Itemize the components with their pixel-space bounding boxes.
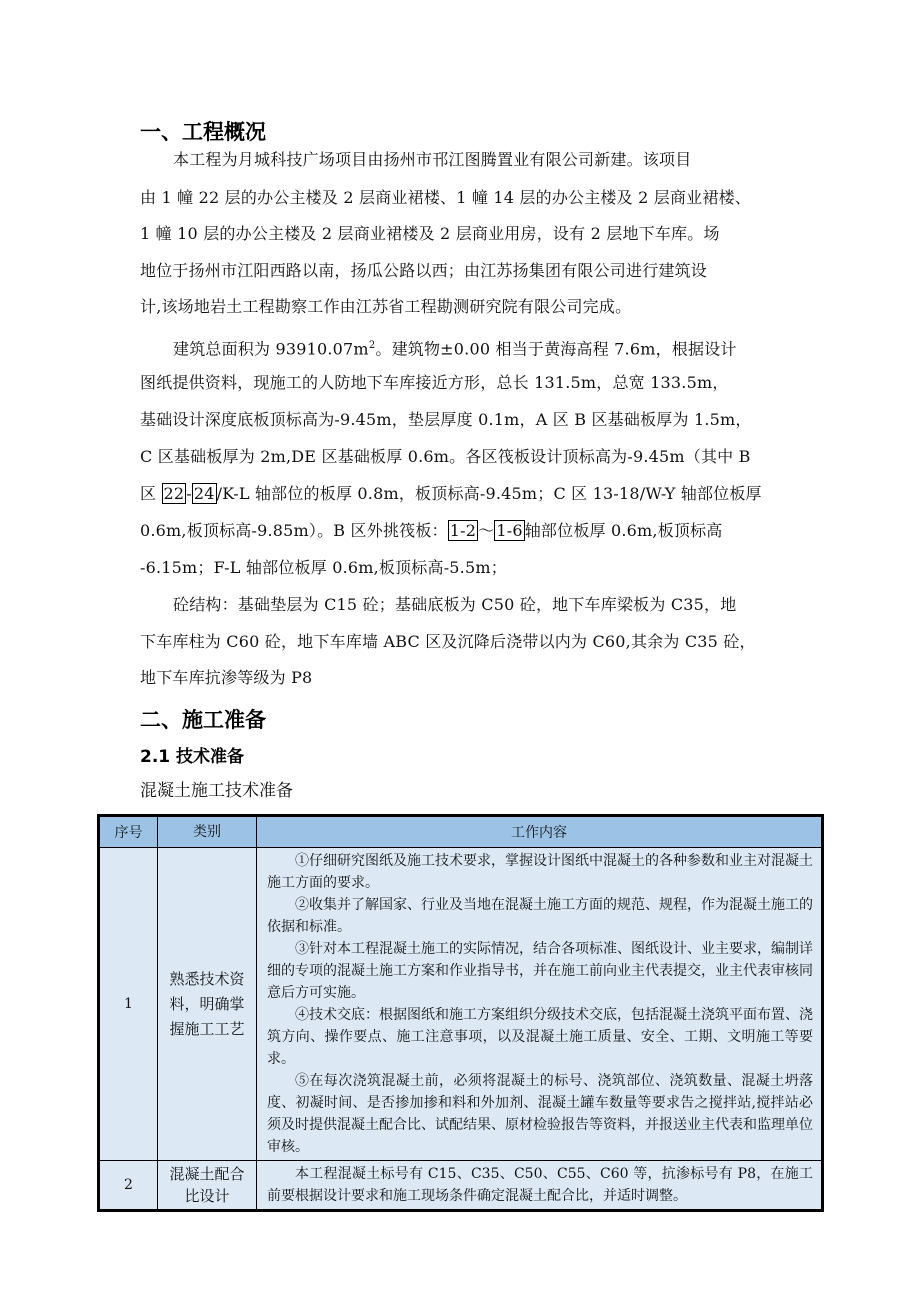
subsection-heading-tech: 2.1 技术准备 — [140, 747, 245, 767]
overview-para3-line3: 地下车库抗渗等级为 P8 — [140, 668, 313, 687]
table-row — [99, 848, 823, 1161]
content-item: 本工程混凝土标号有 C15、C35、C50、C55、C60 等，抗渗标号有 P8，在施工前要根据设计要求和施工现场条件确定混凝土配合比，并适时调整。 — [267, 1166, 813, 1204]
header-content: 工作内容 — [257, 816, 823, 848]
axis-box-1-6: 1-6 — [496, 521, 523, 540]
axis-box-24: 24 — [193, 484, 215, 503]
outer-raft-text: 0.6m,板顶标高-9.85m）。B 区外挑筏板： — [140, 521, 448, 540]
content-item: ④技术交底：根据图纸和施工方案组织分级技术交底，包括混凝土浇筑平面布置、浇筑方向、操作要点、施工注意事项，以及混凝土施工质量、安全、工期、文明施工等要求。 — [267, 1007, 813, 1067]
overview-para1-line2: 由 1 幢 22 层的办公主楼及 2 层商业裙楼、1 幢 14 层的办公主楼及 2 层商业裙楼、 — [140, 188, 751, 207]
row-category: 熟悉技术资料，明确掌握施工工艺 — [158, 848, 257, 1161]
overview-para3-line1: 砼结构：基础垫层为 C15 砼；基础底板为 C50 砼，地下车库梁板为 C35，地 — [173, 595, 737, 614]
header-index: 序号 — [99, 816, 158, 848]
row-category: 混凝土配合比设计 — [158, 1161, 257, 1211]
overview-para2-line1 — [173, 334, 785, 358]
axis-dash: - — [186, 484, 192, 503]
content-item: ②收集并了解国家、行业及当地在混凝土施工方面的规范、规程，作为混凝土施工的依据和标准。 — [267, 897, 813, 935]
overview-para1-line4: 地位于扬州市江阳西路以南，扬瓜公路以西；由江苏扬集团有限公司进行建筑设 — [140, 261, 708, 280]
row-index: 2 — [99, 1161, 158, 1211]
overview-para2-line6 — [140, 519, 785, 543]
header-category: 类别 — [158, 816, 257, 848]
area-unit-sup: 2 — [368, 340, 376, 351]
zone-label: 区 — [140, 484, 162, 503]
overview-para2-line7: -6.15m；F-L 轴部位板厚 0.6m,板顶标高-5.5m； — [140, 558, 507, 577]
content-item: ⑤在每次浇筑混凝土前，必须将混凝土的标号、浇筑部位、浇筑数量、混凝土坍落度、初凝时间、是否掺加掺和料和外加剂、混凝土罐车数量等要求告之搅拌站,搅拌站必须及时提供混凝土配合比、试配结果、原材检验报告等资料，并报送业主代表和监理单位审核。 — [267, 1073, 813, 1155]
overview-para1-line3: 1 幢 10 层的办公主楼及 2 层商业裙楼及 2 层商业用房，设有 2 层地下车库。场 — [140, 224, 720, 243]
elevation-text: 。建筑物±0.00 相当于黄海高程 7.6m，根据设计 — [375, 339, 737, 359]
content-item: ③针对本工程混凝土施工的实际情况，结合各项标准、图纸设计、业主要求，编制详细的专项的混凝土施工方案和作业指导书，并在施工前向业主代表提交，业主代表审核同意后方可实施。 — [267, 941, 813, 1001]
overview-para2-line5 — [140, 482, 785, 506]
outer-raft-detail: 轴部位板厚 0.6m,板顶标高 — [524, 521, 723, 540]
overview-para1-line5: 计,该场地岩土工程勘察工作由江苏省工程勘测研究院有限公司完成。 — [140, 297, 632, 316]
section-heading-preparation: 二、施工准备 — [140, 708, 266, 732]
tech-prep-table — [97, 814, 824, 1212]
overview-para1-line1: 本工程为月城科技广场项目由扬州市邗江图腾置业有限公司新建。该项目 — [173, 150, 692, 169]
table-header-row — [99, 816, 823, 848]
axis-detail-text: /K-L 轴部位的板厚 0.8m，板顶标高-9.45m；C 区 13-18/W-Y 轴部位板厚 — [216, 484, 762, 503]
overview-para2-line4: C 区基础板厚为 2m,DE 区基础板厚 0.6m。各区筏板设计顶标高为-9.45m（其中 B — [140, 447, 751, 466]
overview-para2-line2: 图纸提供资料，现施工的人防地下车库接近方形，总长 131.5m，总宽 133.5m， — [140, 373, 729, 392]
row-content — [257, 1161, 823, 1211]
overview-para2-line3: 基础设计深度底板顶标高为-9.45m，垫层厚度 0.1m，A 区 B 区基础板厚为 1.5m， — [140, 410, 752, 429]
table-row — [99, 1161, 823, 1211]
axis-box-1-2: 1-2 — [449, 521, 477, 540]
axis-box-22: 22 — [163, 484, 185, 503]
row-index: 1 — [99, 848, 158, 1161]
axis-tilde: ～ — [478, 521, 495, 540]
area-text: 建筑总面积为 93910.07m — [173, 339, 369, 359]
section-heading-overview: 一、工程概况 — [140, 120, 266, 144]
content-item: ①仔细研究图纸及施工技术要求，掌握设计图纸中混凝土的各种参数和业主对混凝土施工方面的要求。 — [267, 853, 813, 891]
overview-para3-line2: 下车库柱为 C60 砼，地下车库墙 ABC 区及沉降后浇带以内为 C60,其余为 C35 砼， — [140, 632, 756, 651]
table-caption: 混凝土施工技术准备 — [140, 781, 293, 801]
row-content — [257, 848, 823, 1161]
